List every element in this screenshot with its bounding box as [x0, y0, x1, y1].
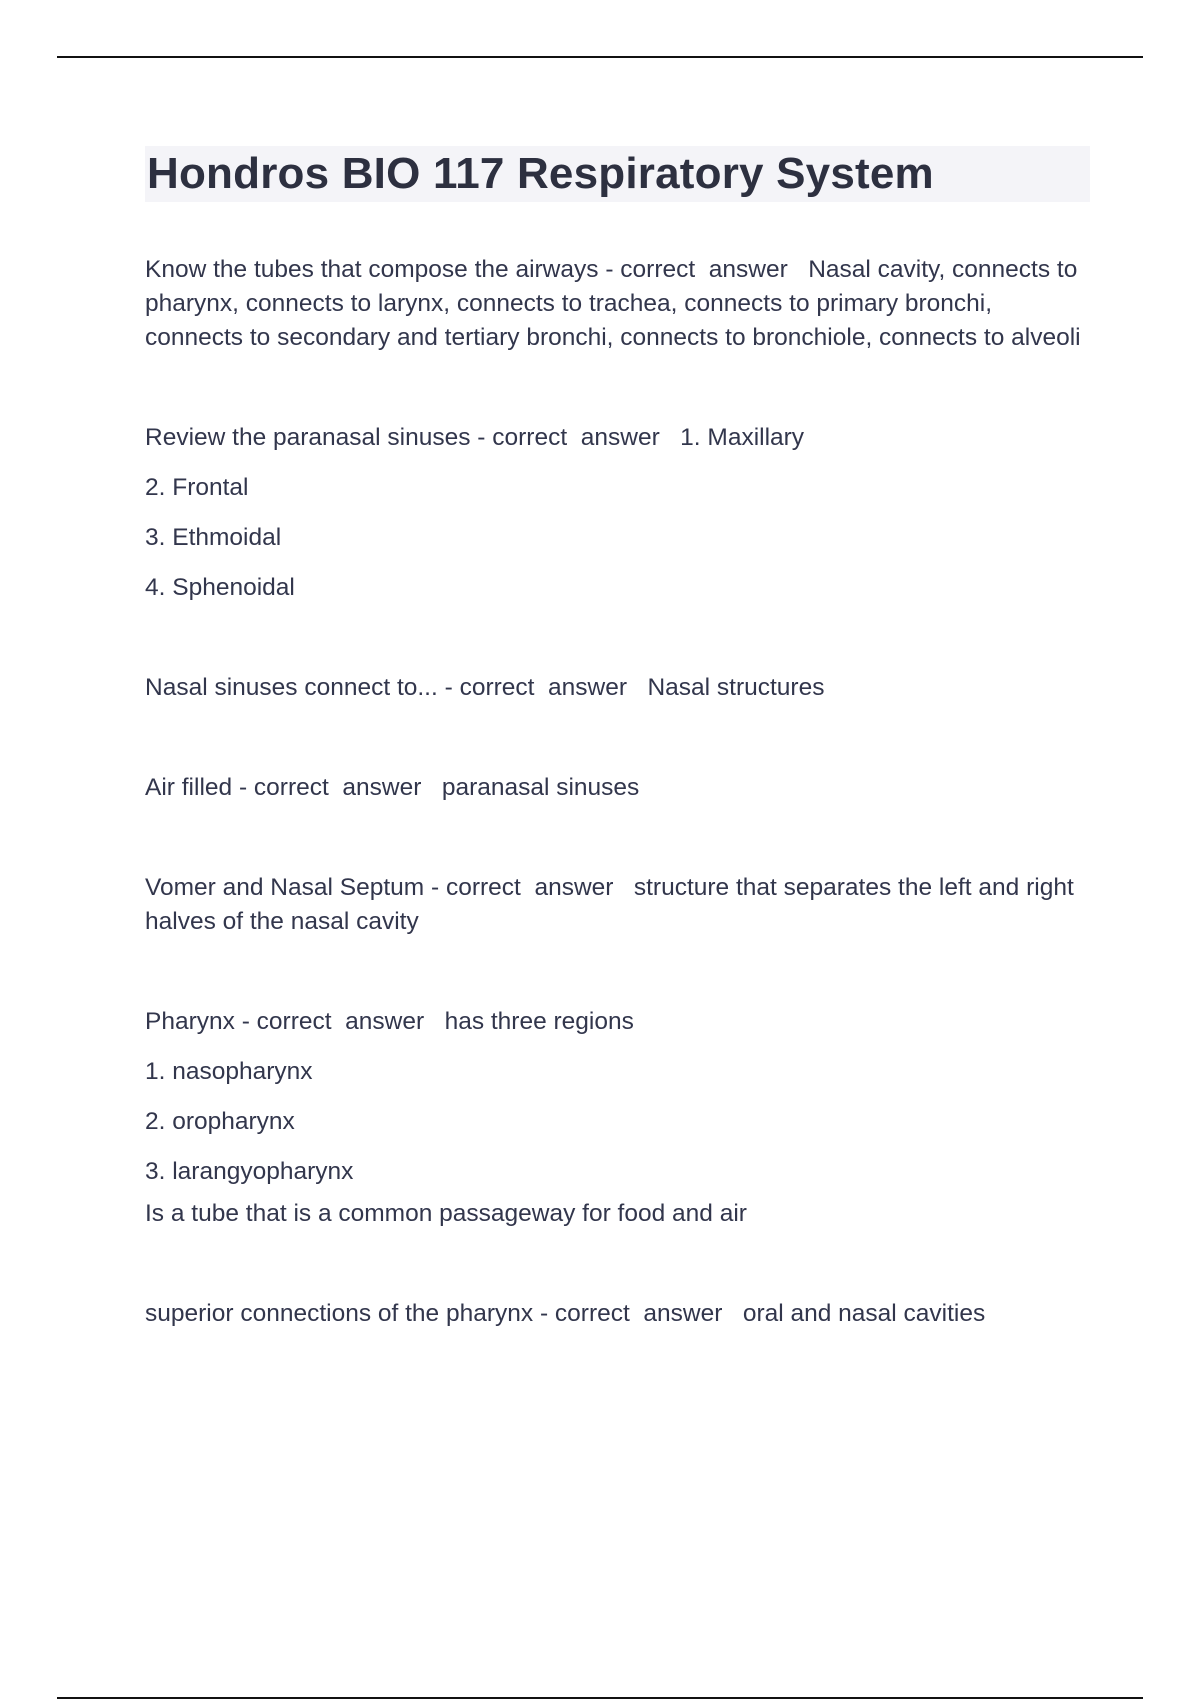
qa-answer: paranasal sinuses: [441, 774, 640, 801]
qa-answer: Nasal structures: [647, 674, 825, 701]
qa-answer: Nasal cavity, connects to pharynx, connects to larynx, connects to trachea, connects to primary bronchi, connects to secondary and tertiary bronchi, connects to bronchiole, connects to alveoli: [145, 256, 1081, 351]
qa-term: Air filled: [145, 774, 233, 801]
qa-answer: 1. Maxillary: [680, 424, 805, 451]
qa-entry: [145, 253, 1090, 355]
qa-line: [145, 871, 1090, 939]
bottom-rule: [57, 1697, 1143, 1699]
qa-line: [145, 1297, 1090, 1331]
qa-separator: - correct answer: [424, 874, 634, 901]
qa-list-item: 2. oropharynx: [145, 1108, 295, 1135]
qa-separator: - correct answer: [234, 1008, 445, 1035]
qa-entry: [145, 421, 1090, 605]
qa-answer: has three regions: [444, 1008, 634, 1035]
qa-line: [145, 771, 1090, 805]
qa-separator: - correct answer: [232, 774, 442, 801]
qa-term: Vomer and Nasal Septum: [145, 874, 425, 901]
qa-entry: [145, 671, 1090, 705]
page-title: Hondros BIO 117 Respiratory System: [147, 149, 934, 198]
qa-term: superior connections of the pharynx: [145, 1300, 534, 1327]
qa-term: Know the tubes that compose the airways: [145, 256, 599, 283]
title-banner: [145, 146, 1090, 202]
qa-entry: [145, 1297, 1090, 1331]
qa-list-item: 2. Frontal: [145, 474, 249, 501]
qa-trailing-text: Is a tube that is a common passageway for food and air: [145, 1200, 747, 1227]
qa-line: [145, 421, 1090, 455]
qa-separator: - correct answer: [598, 256, 809, 283]
qa-list-item: 4. Sphenoidal: [145, 574, 295, 601]
document-body: [145, 146, 1090, 1331]
qa-entry: [145, 771, 1090, 805]
qa-separator: - correct answer: [437, 674, 648, 701]
qa-list-item: 1. nasopharynx: [145, 1058, 313, 1085]
qa-separator: - correct answer: [533, 1300, 743, 1327]
qa-list-item: 3. larangyopharynx: [145, 1158, 354, 1185]
qa-line: [145, 253, 1090, 355]
qa-line: [145, 671, 1090, 705]
qa-term: Pharynx: [145, 1008, 235, 1035]
top-rule: [57, 56, 1143, 58]
qa-entry: [145, 871, 1090, 939]
qa-separator: - correct answer: [470, 424, 681, 451]
qa-term: Review the paranasal sinuses: [145, 424, 471, 451]
qa-answer: oral and nasal cavities: [742, 1300, 986, 1327]
qa-line: [145, 1005, 1090, 1039]
qa-term: Nasal sinuses connect to...: [145, 674, 438, 701]
qa-entry: [145, 1005, 1090, 1231]
qa-answer: structure that separates the left and right halves of the nasal cavity: [145, 874, 1074, 935]
qa-list-item: 3. Ethmoidal: [145, 524, 282, 551]
